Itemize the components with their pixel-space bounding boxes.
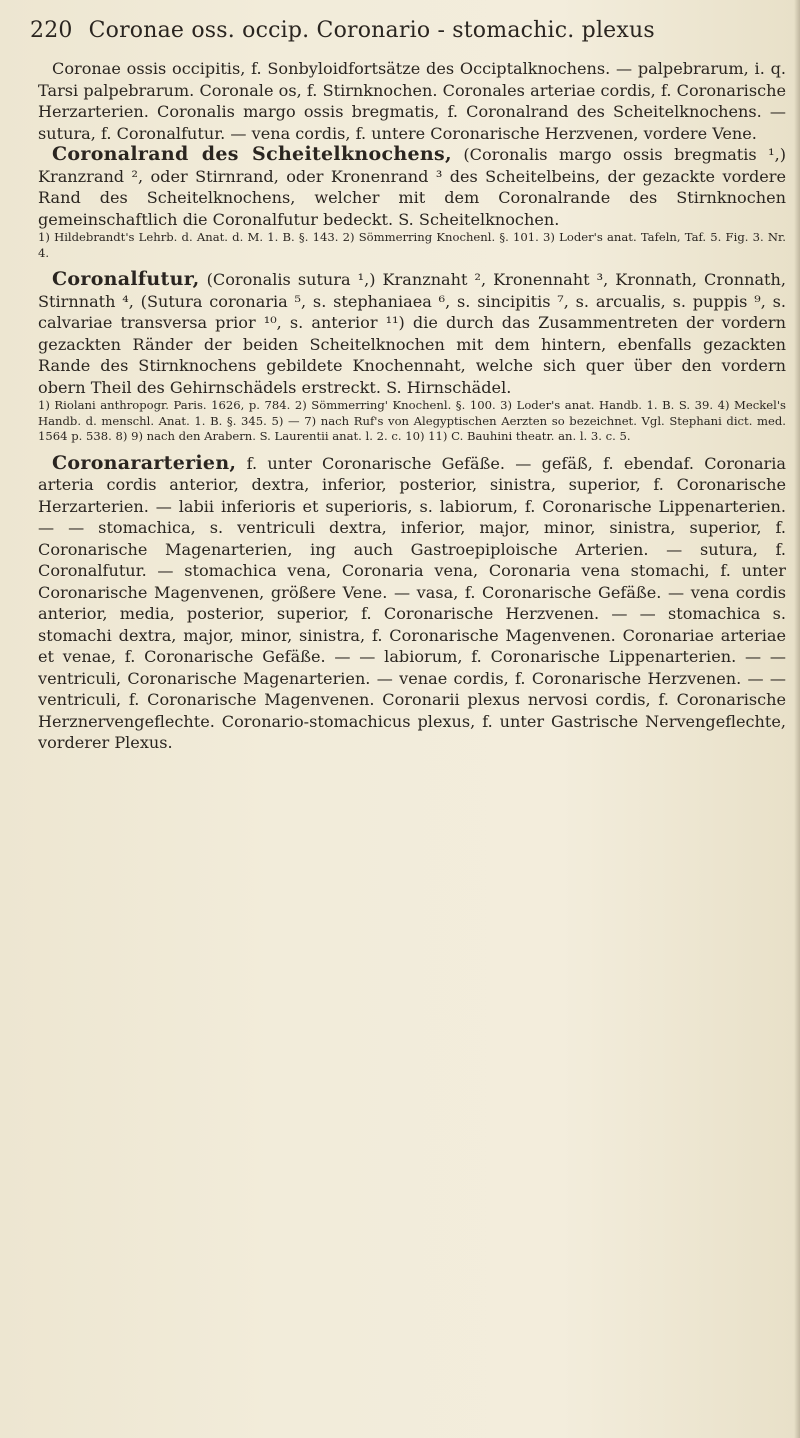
dictionary-body [38,58,786,754]
headword: Coronararterien, [52,451,237,474]
entry-coronae-ossis [38,58,786,144]
headword: Coronalrand des Scheitelknochens, [52,143,452,165]
entry-coronalfutur [38,269,786,398]
entry-text: f. unter Coronarische Gefäße. — gefäß, f. ebendaf. Coronaria arteria cordis anterior, dextra, inferior, posterior, sinistra, superior, f. Coronarische Herzarterien. — labii inferioris et superioris, s. labiorum, f. Coronarische Lippenarterien. — — stomachica, s. ventriculi dextra, inferior, major, minor, sinistra, superior, f. Coronarische Magenarterien, ing auch Gastroepiploische Arterien. — sutura, f. Coronalfutur. — stomachica vena, Coronaria vena, Coronaria vena stomachi, f. unter Coronarische Magenvenen, größere Vene. — vasa, f. Coronarische Gefäße. — vena cordis anterior, media, posterior, superior, f. Coronarische Herzvenen. — — stomachica s. stomachi dextra, major, minor, sinistra, f. Coronarische Magenvenen. Coronariae arteriae et venae, f. Coronarische Gefäße. — — labiorum, f. Coronarische Lippenarterien. — — ventriculi, Coronarische Magenarterien. — venae cordis, f. Coronarische Herzvenen. — — ventriculi, f. Coronarische Magenvenen. Coronarii plexus nervosi cordis, f. Coronarische Herznervengeflechte. Coronario-stomachicus plexus, f. unter Gastrische Nervengeflechte, vorderer Plexus. [38,453,786,752]
entry-text: Coronae ossis occipitis, f. Sonbyloidfortsätze des Occiptalknochens. — palpebrarum, i. q. Tarsi palpebrarum. Coronale os, f. Stirnknochen. Coronales arteriae cordis, f. Coronarische Herzarterien. Coronalis margo ossis bregmatis, f. Coronalrand des Scheitelknochens. — sutura, f. Coronalfutur. — vena cordis, f. untere Coronarische Herzvenen, vordere Vene. [38,59,786,143]
footnotes: 1) Riolani anthropogr. Paris. 1626, p. 784. 2) Sömmerring' Knochenl. §. 100. 3) Loder's anat. Handb. 1. B. S. 39. 4) Meckel's Handb. d. menschl. Anat. 1. B. §. 345. 5) — 7) nach Ruf's von Alegyptischen Aerzten so bezeichnet. Vgl. Stephani dict. med. 1564 p. 538. 8) 9) nach den Arabern. S. Laurentii anat. l. 2. c. 10) 11) C. Bauhini theatr. an. l. 3. c. 5. [38,398,786,443]
page-number: 220 [30,18,73,43]
page-edge-shadow [794,0,800,1438]
entry-text: (Coronalis sutura ¹,) Kranznaht ², Kronennaht ³, Kronnath, Cronnath, Stirnnath ⁴, (Sutura coronaria ⁵, s. stephaniaea ⁶, s. sincipitis ⁷, s. arcualis, s. puppis ⁹, s. calvariae transversa prior ¹⁰, s. anterior ¹¹) die durch das Zusammentreten der vordern gezackten Ränder der beiden Scheitelknochen mit dem hintern, ebenfalls gezackten Rande des Stirnknochens gebildete Knochennaht, welche sich quer über den vordern obern Theil des Gehirnschädels erstreckt. S. Hirnschädel. [38,270,786,397]
running-title: Coronae oss. occip. Coronario - stomachic. plexus [88,18,655,43]
entry-text: (Coronalis margo ossis bregmatis ¹,) Kranzrand ², oder Stirnrand, oder Kronenrand ³ des Scheitelbeins, der gezackte vordere Rand des Scheitelknochens, welcher mit dem Coronalrande des Stirnknochen gemeinschaftlich die Coronalfutur bedeckt. S. Scheitelknochen. [38,145,786,229]
page-header [30,18,790,43]
footnotes: 1) Hildebrandt's Lehrb. d. Anat. d. M. 1. B. §. 143. 2) Sömmerring Knochenl. §. 101. 3) Loder's anat. Tafeln, Taf. 5. Fig. 3. Nr. 4. [38,230,786,260]
headword: Coronalfutur, [52,268,200,290]
entry-coronararterien [38,453,786,754]
entry-coronalrand [38,144,786,230]
